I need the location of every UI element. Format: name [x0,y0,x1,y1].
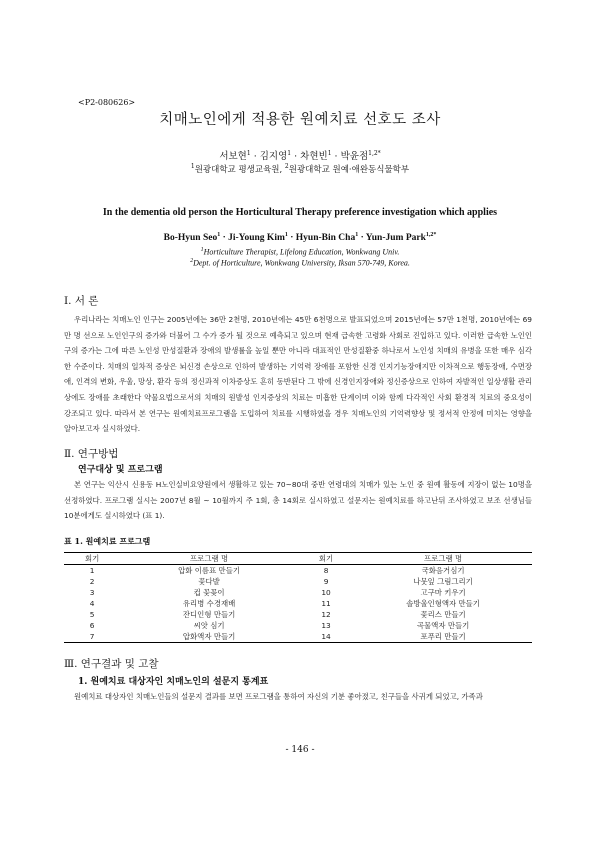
aff-text: 원광대학교 원예·애완동식물학부 [288,165,410,175]
methods-heading: Ⅱ. 연구방법 [64,448,119,460]
cell: 씨앗 심기 [193,621,225,630]
author-sup: 1 [327,149,332,157]
intro-text: 우리나라는 치매노인 인구는 2005년에는 36만 2천명, 2010년에는 45만 6천명으로 발표되었으며 2015년에는 57만 1천명, 2010년에는 69만 명 선으로 노인인구의 증가와 더불어 그 수가 증가 될 것으로 예측되고 있으며 현재 급속한 고령화 사회로 진입하고 있다. 이러한 급속한 노인인구의 증가는 그에 따른 노인성 만성질환과 장애의 발생률을 높일 뿐만 아니라 대표적인 만성질환중 하나로서 노인성 치매의 유병을 또한 매우 심각한 수준이다. 치매의 일차적 증상은 뇌신경 손상으로 인하여 발생하는 기억력 장애를 포함한 신경 인지기능장애지만 이차적으로 행동장애, 수면장애, 인격의 변화, 우울, 망상, 환각 등의 정신과적 이차증상도 흔히 동반된다 그 밖에 신경인지장애와 정신증상으로 인하여 자발적인 일상생활 관리상에도 장애를 초래한다 약물요법으로서의 치매의 원발성 인지증상의 치료는 미흡한 단계이며 이와 함께 다각적인 사회 환경적 치료의 중요성이 강조되고 있다. 따라서 본 연구는 원예치료프로그램을 도입하여 치료를 시행하였을 경우 치매노인의 기억력향상 및 정서적 안정에 미치는 영향을 알아보고자 실시하였다. [64,315,532,434]
methods-text: 본 연구는 익산시 신용동 H노인실비요양원에서 생활하고 있는 70~80대 중반 연령대의 치매가 있는 노인 중 원예 활동에 지장이 없는 10명을 선정하였다. 프로그램 실시는 2007년 8월 ~ 10월까지 주 1회, 총 14회로 실시하였고 설문지는 원예치료를 하고난뒤 조사하였고 보조 선생님들 10분에게도 실시하였다 (표 1). [64,480,532,521]
cell: 국화음거심기 [421,566,465,575]
author-sup: 1,2* [368,149,381,157]
aff-text: 원광대학교 평생교육원, [194,165,285,175]
korean-affiliation [0,163,600,175]
cell: 11 [321,599,331,608]
author-name: Ji-Young Kim [228,233,285,244]
cell: 압화 이름표 만들기 [178,566,240,575]
results-paragraph [64,689,532,705]
cell: 압화액자 만들기 [182,632,236,641]
author-name: 김지영 [259,151,288,162]
header-cell: 프로그램 명 [190,554,229,563]
english-affiliation-2 [0,258,600,268]
header-cell: 회기 [84,554,100,563]
cell: 나뭇잎 그림그리기 [413,577,473,586]
cell: 6 [89,621,95,630]
cell: 2 [89,577,95,586]
table-row [64,587,532,598]
author-name: 차현빈 [300,151,328,162]
cell: 14 [321,632,331,641]
table-row [64,620,532,631]
english-affiliation-1 [0,247,600,257]
author-sup: 1 [355,232,359,238]
aff-text: Dept. of Horticulture, Wonkwang University, Iksan 570-749, Korea. [193,258,410,268]
intro-heading: Ⅰ. 서 론 [64,295,99,307]
table-header-row [64,553,532,565]
author-sup: 1 [217,232,221,238]
cell: 10 [321,588,331,597]
cell: 꽃다발 [198,577,220,586]
methods-paragraph [64,477,532,524]
cell: 잔디인형 만들기 [182,610,236,619]
author-sup: 1 [284,232,288,238]
table-row [64,609,532,620]
aff-sup: 1 [200,247,204,253]
aff-text: Horticulture Therapist, Lifelong Education, Wonkwang Univ. [203,247,400,257]
program-table [64,552,532,643]
author-name: Hyun-Bin Cha [295,233,356,244]
author-name: Bo-Hyun Seo [163,233,218,244]
author-sup: 1 [246,149,251,157]
cell: 솔방울인형액자 만들기 [406,599,480,608]
cell: 7 [89,632,95,641]
cell: 13 [321,621,331,630]
cell: 3 [89,588,95,597]
author-sup: 1,2* [425,232,437,238]
results-heading: Ⅲ. 연구결과 및 고찰 [64,658,159,670]
methods-subheading: 연구대상 및 프로그램 [78,465,163,475]
cell: 1 [89,566,95,575]
intro-paragraph [64,312,532,437]
cell: 9 [323,577,329,586]
page-number: - 146 - [285,745,315,755]
aff-sup: 1 [190,163,195,171]
korean-authors: 서보현$^1$ · 김지영$^1$ · 차현빈$^1$ · 박윤점$^{1,2*}$ [219,149,381,162]
cell: 8 [323,566,329,575]
table-row [64,631,532,643]
cell: 유리병 수경재배 [182,599,236,608]
english-authors: Bo-Hyun Seo$^1$ · Ji-Young Kim$^1$ · Hyun-Bin Cha$^1$ · Yun-Jum Park$^{1,2*}$ [163,232,437,244]
cell: 컵 꽃꽂이 [193,588,225,597]
cell: 고구마 키우기 [420,588,466,597]
cell: 4 [89,599,95,608]
table-row [64,565,532,577]
paper-title: 치매노인에게 적용한 원예치료 선호도 조사 [159,112,441,128]
table-row [64,598,532,609]
results-text: 원예치료 대상자인 치매노인들의 설문지 결과를 보면 프로그램을 통하여 자신의 기분 좋아졌고, 친구들을 사귀게 되었고, 가족과 [74,692,483,701]
aff-sup: 2 [284,163,289,171]
results-subheading: 1. 원예치료 대상자인 치매노인의 설문지 통계표 [78,677,269,687]
paper-code: <P2-080626> [78,98,136,107]
cell: 꽃리스 만들기 [420,610,466,619]
cell: 포푸리 만들기 [420,632,466,641]
author-sup: 1 [287,149,292,157]
cell: 곡물액자 만들기 [416,621,470,630]
table-caption: 표 1. 원예치료 프로그램 [64,536,151,546]
author-name: 박윤점 [340,151,369,162]
header-cell: 프로그램 명 [424,554,463,563]
english-title: In the dementia old person the Horticultural Therapy preference investigation which applies [102,207,498,218]
cell: 5 [89,610,95,619]
author-name: 서보현 [219,151,247,162]
cell: 12 [321,610,331,619]
author-name: Yun-Jum Park [365,233,426,244]
header-cell: 회기 [318,554,334,563]
table-row [64,576,532,587]
aff-sup: 2 [190,258,194,264]
